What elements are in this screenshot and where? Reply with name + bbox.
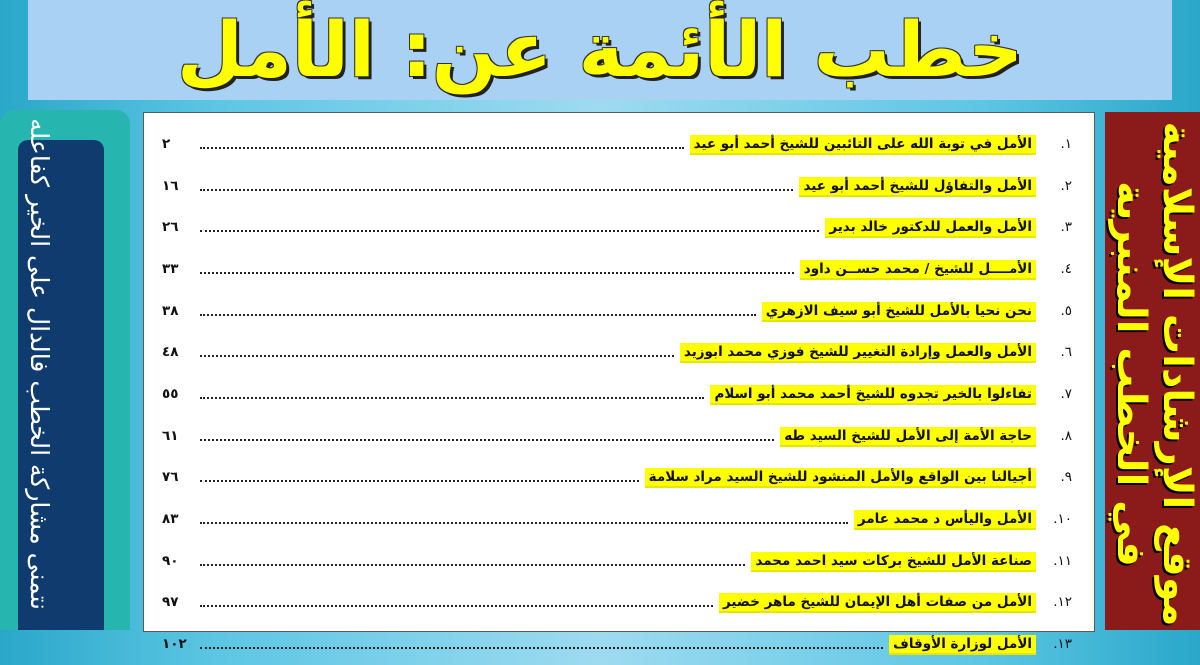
toc-row[interactable] (162, 123, 1072, 165)
toc-page-number: ١٦ (162, 177, 179, 194)
toc-page-number: ٢ (162, 135, 171, 152)
site-name-line1: موقع الإرشادات الإسلامية (1154, 121, 1200, 627)
toc-row[interactable] (162, 165, 1072, 207)
toc-title: الأمل في توبة الله على التائبين للشيخ أحمد أبو عيد (690, 135, 1036, 153)
toc-page-number: ٣٣ (162, 260, 179, 277)
toc-number: ٢. (1060, 177, 1072, 194)
toc-leader-dots (200, 514, 848, 524)
toc-page-number: ٩٧ (162, 594, 179, 611)
toc-title: نحن نحيا بالأمل للشيخ أبو سيف الازهري (762, 302, 1036, 320)
toc-leader-dots (200, 181, 793, 191)
toc-page-number: ٥٥ (162, 385, 179, 402)
toc-leader-dots (200, 347, 674, 357)
toc-number: ٥. (1060, 302, 1072, 319)
site-name-line2: في الخطب المنبرية (1108, 181, 1154, 567)
toc-row[interactable] (162, 582, 1072, 624)
toc-number: ١٠. (1053, 511, 1072, 528)
toc-number: ٨. (1060, 427, 1072, 444)
toc-title: الأمل من صفات أهل الإيمان للشيخ ماهر خضير (719, 593, 1036, 611)
toc-row[interactable] (162, 415, 1072, 457)
toc-page-number: ٩٠ (162, 552, 179, 569)
toc-number: ٦. (1060, 344, 1072, 361)
toc-title: الأمل والعمل للدكتور خالد بدير (825, 218, 1036, 236)
toc-row[interactable] (162, 373, 1072, 415)
toc-page-number: ٨٣ (162, 511, 179, 528)
toc-number: ٧. (1060, 385, 1072, 402)
toc-number: ٩. (1060, 469, 1072, 486)
toc-number: ١٣. (1053, 636, 1072, 653)
toc-row[interactable] (162, 290, 1072, 332)
page-title: خطب الأئمة عن: الأمل (176, 5, 1024, 94)
toc-page-number: ٤٨ (162, 344, 179, 361)
toc-page-number: ٧٦ (162, 469, 179, 486)
right-side-site-name (1106, 118, 1200, 630)
toc-row[interactable] (162, 206, 1072, 248)
toc-title: الأمل واليأس د محمد عامر (854, 510, 1036, 528)
toc-number: ١٢. (1053, 594, 1072, 611)
toc-number: ٤. (1060, 260, 1072, 277)
toc-title: حاجة الأمة إلى الأمل للشيخ السيد طه (780, 427, 1036, 445)
title-banner (28, 0, 1172, 100)
toc-leader-dots (200, 139, 684, 149)
toc-row[interactable] (162, 540, 1072, 582)
toc-leader-dots (200, 472, 639, 482)
toc-leader-dots (200, 389, 704, 399)
toc-number: ٣. (1060, 219, 1072, 236)
toc-page-number: ٦١ (162, 427, 179, 444)
left-side-slogan: نتمنى مشاركة الخطب فالدال على الخير كفاعله (25, 118, 54, 610)
toc-page-number: ١٠٢ (162, 636, 187, 653)
toc-page-number: ٢٦ (162, 219, 179, 236)
toc-number: ١١. (1053, 552, 1072, 569)
toc-leader-dots (200, 597, 713, 607)
toc-leader-dots (200, 639, 883, 649)
toc-row[interactable] (162, 457, 1072, 499)
toc-leader-dots (200, 222, 819, 232)
toc-title: صناعة الأمل للشيخ بركات سيد احمد محمد (751, 552, 1036, 570)
toc-row[interactable] (162, 498, 1072, 540)
toc-page-number: ٣٨ (162, 302, 179, 319)
toc-list (144, 113, 1094, 665)
toc-title: تفاءلوا بالخير تجدوه للشيخ أحمد محمد أبو اسلام (710, 385, 1036, 403)
toc-number: ١. (1060, 135, 1072, 152)
toc-leader-dots (200, 264, 794, 274)
toc-leader-dots (200, 306, 756, 316)
toc-title: الأمــــل للشيخ / محمد حســن داود (800, 260, 1036, 278)
toc-title: أجيالنا بين الواقع والأمل المنشود للشيخ السيد مراد سلامة (645, 468, 1036, 486)
toc-title: الأمل لوزارة الأوقاف (889, 635, 1036, 653)
toc-row[interactable] (162, 248, 1072, 290)
toc-document (143, 112, 1095, 653)
toc-row[interactable] (162, 623, 1072, 665)
toc-leader-dots (200, 431, 774, 441)
toc-title: الأمل والعمل وإرادة التغيير للشيخ فوزي محمد ابوزيد (680, 343, 1036, 361)
toc-row[interactable] (162, 331, 1072, 373)
toc-title: الأمل والتفاؤل للشيخ أحمد أبو عيد (799, 177, 1036, 195)
toc-leader-dots (200, 556, 745, 566)
